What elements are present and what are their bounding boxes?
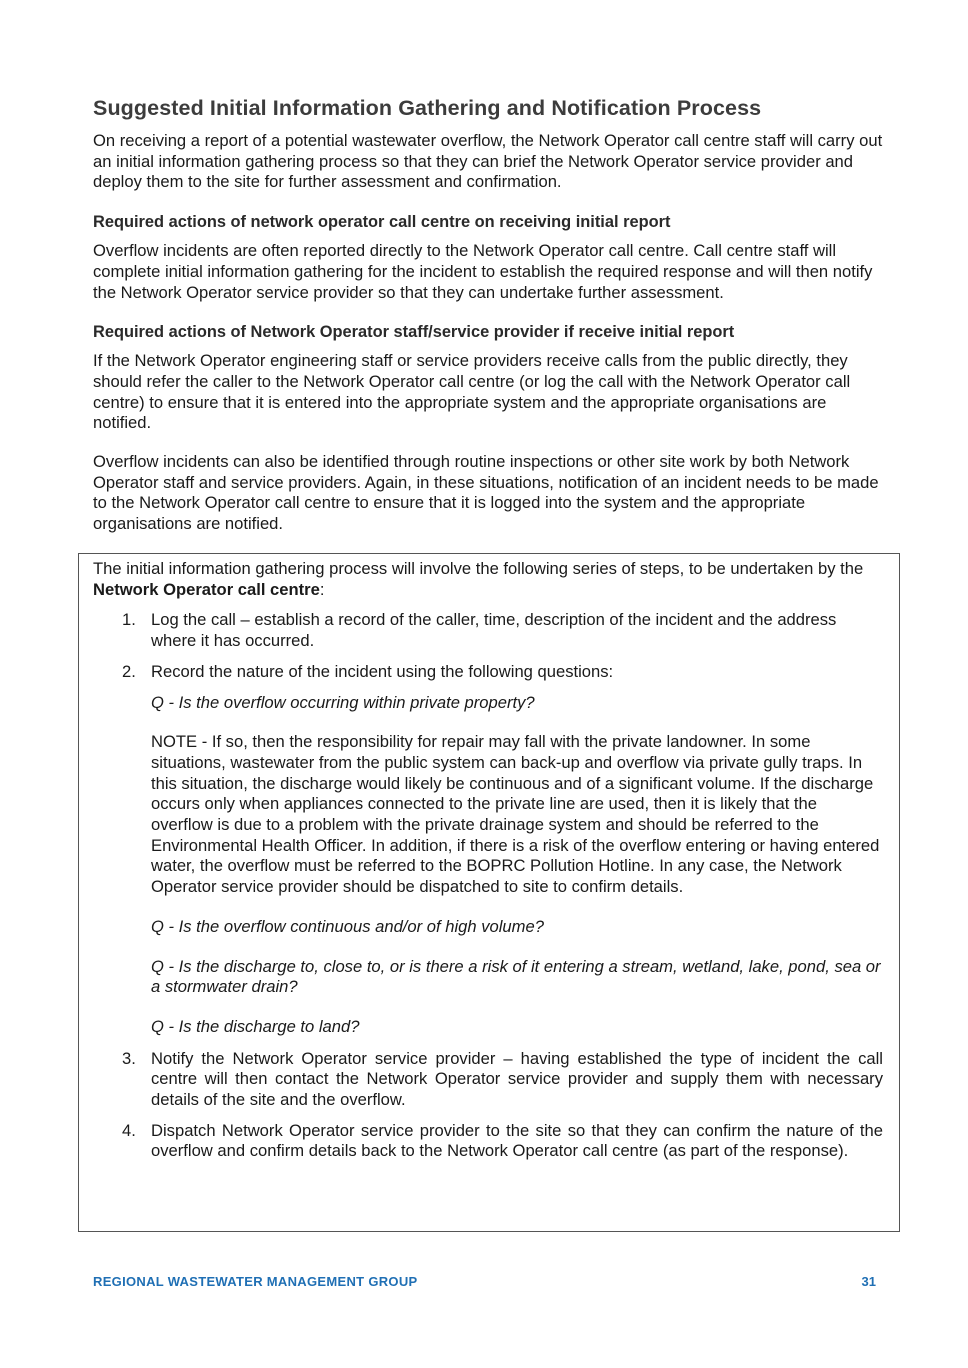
list-item: 2. Record the nature of the incident using the following questions: Q - Is the overflow occurring within private property? NOTE - If so, then the responsibility for repair may fall with the private landowner. In some situations, wastewater from the public system can back-up and overflow via private gully traps. In this situation, the discharge would likely be continuous and of a significant volume. If the discharge occurs only when appliances connected to the private line are used, then it is likely that the overflow is due to a problem with the private drainage system and should be referred to the Environmental Health Officer. In addition, if there is a risk of the overflow entering or having entered water, the overflow must be referred to the BOPRC Pollution Hotline. In any case, the Network Operator service provider should be dispatched to site to confirm details. Q - Is the overflow continuous and/or of high volume? Q - Is the discharge to, close to, or is there a risk of it entering a stream, wetland, lake, pond, sea or a stormwater drain? Q - Is the discharge to land? — [93, 662, 883, 1038]
list-item: 3. Notify the Network Operator service provider – having established the type of incident the call centre will then contact the Network Operator service provider and supply them with necessary details of the site and the overflow. — [122, 1048, 883, 1110]
question-continuous: Q - Is the overflow continuous and/or of high volume? — [151, 916, 544, 936]
footer-organisation: REGIONAL WASTEWATER MANAGEMENT GROUP — [93, 1274, 418, 1289]
page-title: Suggested Initial Information Gathering and Notification Process — [93, 96, 762, 120]
page-number: 31 — [861, 1274, 876, 1289]
page-content — [93, 94, 883, 535]
question-land: Q - Is the discharge to land? — [151, 1016, 360, 1036]
list-item: 4. Dispatch Network Operator service provider to the site so that they can confirm the nature of the overflow and confirm details back to the Network Operator call centre (as part of the response). — [122, 1120, 883, 1161]
section-paragraph-call-centre: Overflow incidents are often reported directly to the Network Operator call centre. Call centre staff will complete initial information gathering for the incident to establish the required response and will then notify the Network Operator service provider so that they can undertake further assessment. — [93, 241, 873, 302]
section-paragraph-staff-1: If the Network Operator engineering staff or service providers receive calls from the public directly, they should refer the caller to the Network Operator call centre (or log the call with the Network Operator call centre) to ensure that it is entered into the appropriate system and the appropriate organisations are notified. — [93, 351, 851, 433]
process-steps-box — [78, 553, 900, 1232]
section-heading-staff: Required actions of Network Operator staff/service provider if receive initial report — [93, 323, 735, 342]
box-intro-bold: Network Operator call centre — [93, 579, 320, 599]
steps-list — [93, 610, 883, 1162]
note-paragraph: NOTE - If so, then the responsibility for repair may fall with the private landowner. In some situations, wastewater from the public system can back-up and overflow via private gully traps. In this situation, the discharge would likely be continuous and of a significant volume. If the discharge occurs only when appliances connected to the private line are used, then it is likely that the overflow is due to a problem with the private drainage system and should be referred to the Environmental Health Officer. In addition, if there is a risk of the overflow entering or having entered water, the overflow must be referred to the BOPRC Pollution Hotline. In any case, the Network Operator service provider should be dispatched to site to confirm details. — [151, 732, 880, 897]
question-waterway: Q - Is the discharge to, close to, or is there a risk of it entering a stream, wetland, lake, pond, sea or a stormwater drain? — [151, 956, 881, 997]
intro-paragraph: On receiving a report of a potential wastewater overflow, the Network Operator call centre staff will carry out an initial information gathering process so that they can brief the Network Operator service provider and deploy them to the site for further assessment and confirmation. — [93, 131, 883, 192]
list-item: 1. Log the call – establish a record of the caller, time, description of the incident and the address where it has occurred. — [122, 610, 837, 651]
box-intro: The initial information gathering process will involve the following series of steps, to be undertaken by the Network Operator call centre: — [93, 559, 864, 599]
section-paragraph-staff-2: Overflow incidents can also be identified through routine inspections or other site work by both Network Operator staff and service providers. Again, in these situations, notification of an incident needs to be made to the Network Operator call centre to ensure that it is logged into the system and the appropriate organisations are notified. — [93, 452, 879, 534]
section-heading-call-centre: Required actions of network operator call centre on receiving initial report — [93, 213, 671, 232]
question-private-property: Q - Is the overflow occurring within private property? — [151, 692, 535, 712]
